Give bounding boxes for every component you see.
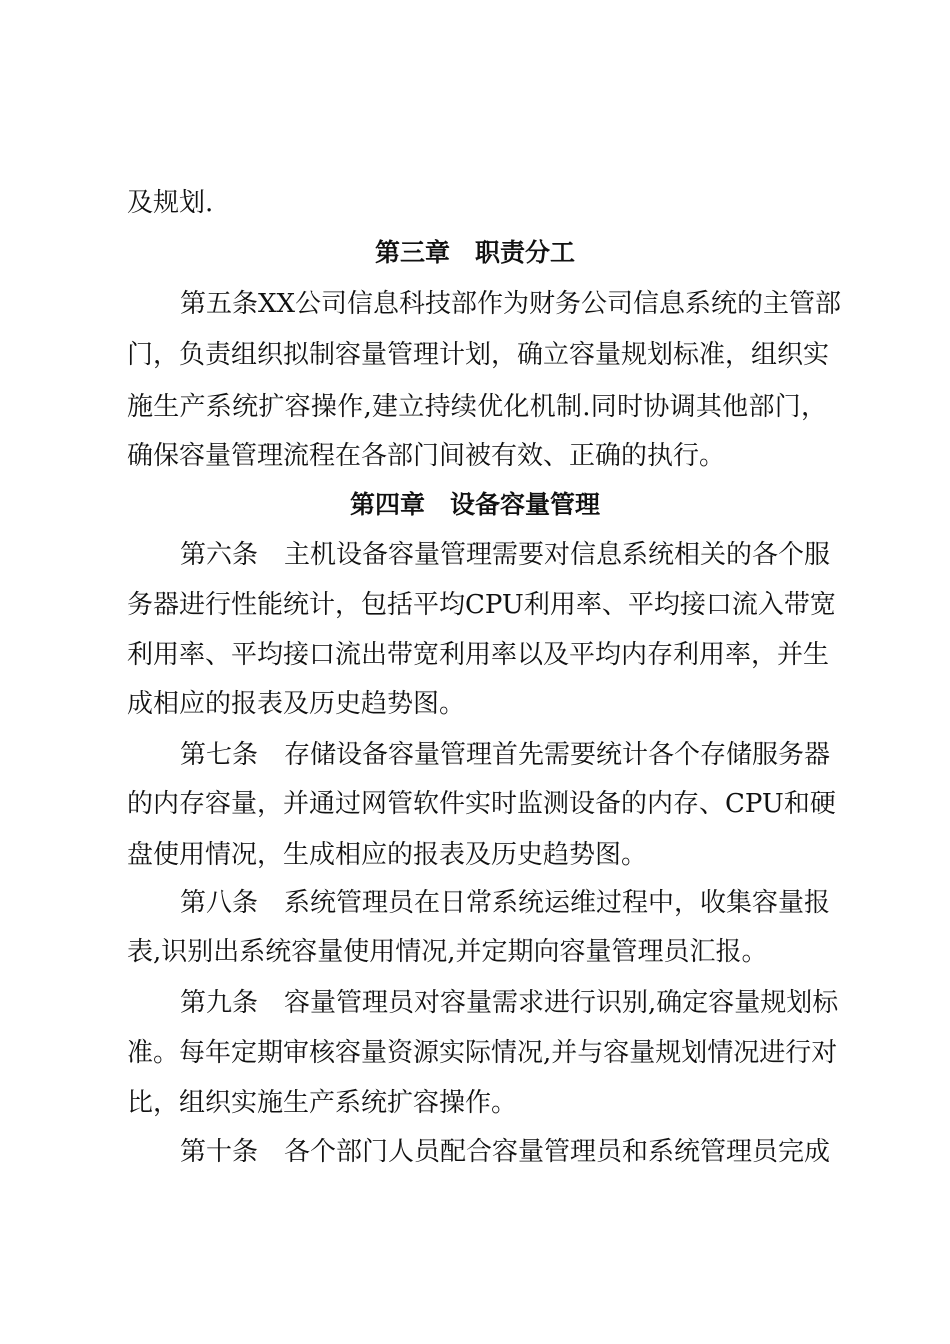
article-6-line-2: 务器进行性能统计，包括平均CPU利用率、平均接口流入带宽	[127, 590, 836, 620]
article-7-line-3: 盘使用情况，生成相应的报表及历史趋势图。	[127, 840, 648, 870]
article-5-line-4: 确保容量管理流程在各部门间被有效、正确的执行。	[127, 441, 726, 471]
article-8-line-1: 第八条 系统管理员在日常系统运维过程中，收集容量报	[180, 888, 831, 918]
article-10-line-1: 第十条 各个部门人员配合容量管理员和系统管理员完成	[180, 1137, 831, 1167]
article-5-line-2: 门，负责组织拟制容量管理计划，确立容量规划标准，组织实	[127, 340, 830, 370]
article-9-line-1: 第九条 容量管理员对容量需求进行识别,确定容量规划标	[180, 988, 839, 1018]
article-7-line-1: 第七条 存储设备容量管理首先需要统计各个存储服务器	[180, 740, 831, 770]
article-5-line-1: 第五条XX公司信息科技部作为财务公司信息系统的主管部	[180, 289, 842, 319]
article-6-line-1: 第六条 主机设备容量管理需要对信息系统相关的各个服	[180, 540, 831, 570]
article-5-line-3: 施生产系统扩容操作,建立持续优化机制.同时协调其他部门，	[127, 392, 827, 422]
article-6-line-4: 成相应的报表及历史趋势图。	[127, 689, 466, 719]
paragraph-fragment-line: 及规划.	[127, 188, 214, 218]
article-8-line-2: 表,识别出系统容量使用情况,并定期向容量管理员汇报。	[127, 937, 768, 967]
chapter-3-heading: 第三章 职责分工	[374, 238, 575, 267]
chapter-4-heading: 第四章 设备容量管理	[349, 490, 600, 519]
article-9-line-3: 比，组织实施生产系统扩容操作。	[127, 1088, 518, 1118]
article-6-line-3: 利用率、平均接口流出带宽利用率以及平均内存利用率，并生	[127, 640, 830, 670]
article-9-line-2: 准。每年定期审核容量资源实际情况,并与容量规划情况进行对	[127, 1038, 838, 1068]
article-7-line-2: 的内存容量，并通过网管软件实时监测设备的内存、CPU和硬	[127, 789, 836, 819]
